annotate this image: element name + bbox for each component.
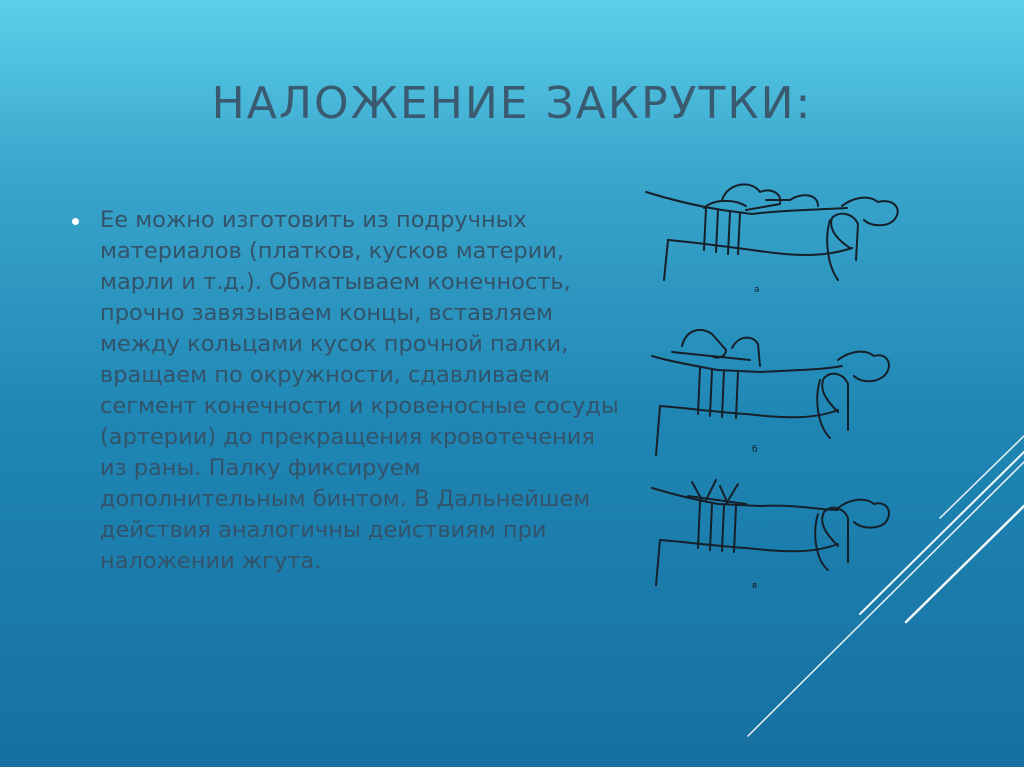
figure-label-c: в	[752, 581, 758, 591]
bullet-text: Ее можно изготовить из подручных материалов (платков, кусков материи, марли и т.д.). Обматываем конечность, прочно завязываем концы, вставляем между кольцами кусок прочной палки, вращаем по окружности, сдавливаем сегмент конечности и кровеносные сосуды (артерии) до прекращения кровотечения из раны. Палку фиксируем дополнительным бинтом. В Дальнейшем действия аналогичны действиям при наложении жгута.	[100, 207, 619, 574]
figure-label-b: б	[752, 445, 758, 455]
figure-label-a: а	[754, 285, 760, 295]
slide-title: НАЛОЖЕНИЕ ЗАКРУТКИ:	[211, 78, 813, 129]
